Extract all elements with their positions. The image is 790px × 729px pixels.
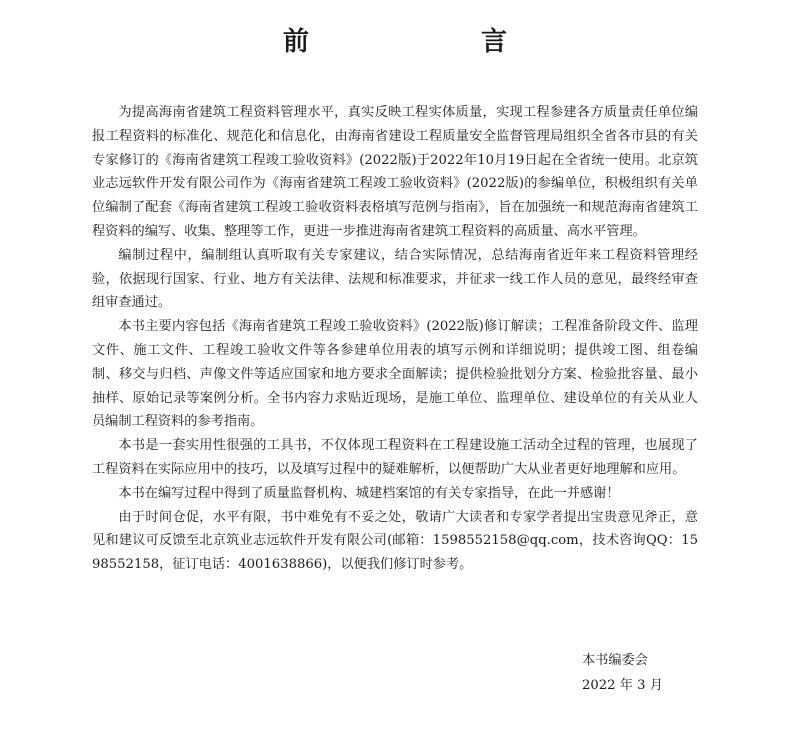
preface-body: [92, 101, 698, 577]
page-title: 前 言: [282, 27, 547, 57]
paragraph: 为提高海南省建筑工程资料管理水平，真实反映工程实体质量，实现工程参建各方质量责任单位编报工程资料的标准化、规范化和信息化，由海南省建设工程质量安全监督管理局组织全省各市县的有关专家修订的《海南省建筑工程竣工验收资料》(2022版)于2022年10月19日起在全省统一使用。北京筑业志远软件开发有限公司作为《海南省建筑工程竣工验收资料》(2022版)的参编单位，积极组织有关单位编制了配套《海南省建筑工程竣工验收资料表格填写范例与指南》，旨在加强统一和规范海南省建筑工程资料的编写、收集、整理等工作，更进一步推进海南省建筑工程资料的高质量、高水平管理。: [92, 105, 698, 239]
paragraph: 本书是一套实用性很强的工具书，不仅体现工程资料在工程建设施工活动全过程的管理，也展现了工程资料在实际应用中的技巧，以及填写过程中的疑难解析，以便帮助广大从业者更好地理解和应用。: [92, 438, 698, 477]
signature-org: 本书编委会: [582, 653, 648, 668]
paragraph: 本书主要内容包括《海南省建筑工程竣工验收资料》(2022版)修订解读；工程准备阶段文件、监理文件、施工文件、工程竣工验收文件等各参建单位用表的填写示例和详细说明；提供竣工图、组卷编制、移交与归档、声像文件等适应国家和地方要求全面解读；提供检验批划分方案、检验批容量、最小抽样、原始记录等案例分析。全书内容力求贴近现场，是施工单位、监理单位、建设单位的有关从业人员编制工程资料的参考指南。: [92, 319, 698, 430]
signature-date: 2022 年 3 月: [582, 678, 663, 693]
paragraph: 编制过程中，编制组认真听取有关专家建议，结合实际情况，总结海南省近年来工程资料管理经验，依据现行国家、行业、地方有关法律、法规和标准要求，并征求一线工作人员的意见，最终经审查组审查通过。: [92, 247, 698, 311]
paragraph: 由于时间仓促，水平有限，书中难免有不妥之处，敬请广大读者和专家学者提出宝贵意见斧正，意见和建议可反馈至北京筑业志远软件开发有限公司(邮箱：1598552158@qq.com，技术咨询QQ：1598552158，征订电话：4001638866)，以便我们修订时参考。: [92, 509, 698, 573]
paragraph: 本书在编写过程中得到了质量监督机构、城建档案馆的有关专家指导，在此一并感谢！: [118, 485, 620, 501]
